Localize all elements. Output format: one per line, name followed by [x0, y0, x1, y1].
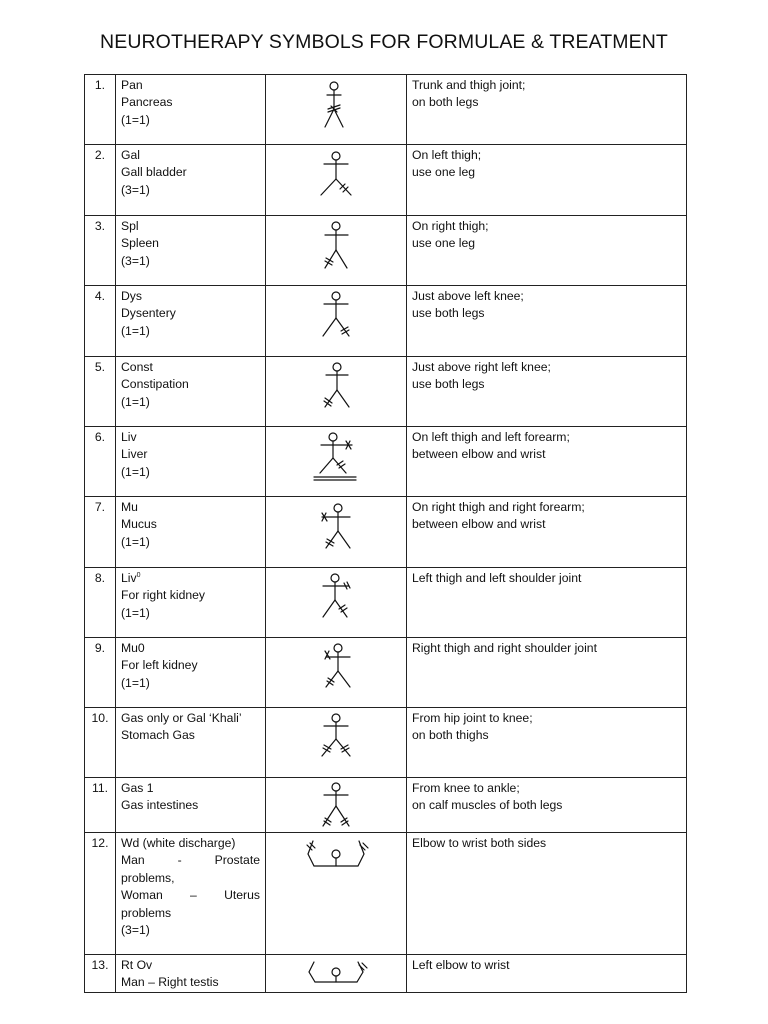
description-line: on calf muscles of both legs	[412, 798, 563, 813]
description-cell	[407, 286, 687, 357]
formula-ratio: (3=1)	[121, 923, 150, 938]
formula-name: Mucus	[121, 517, 157, 532]
formula-name: For right kidney	[121, 588, 205, 603]
formula-cell	[116, 497, 266, 568]
formula-cell	[116, 357, 266, 427]
formula-name: Gall bladder	[121, 165, 187, 180]
description-line: Just above right left knee;	[412, 360, 551, 374]
table-row	[85, 778, 687, 833]
table-row	[85, 75, 687, 145]
symbol-cell	[266, 427, 407, 497]
row-number: 7.	[85, 497, 116, 568]
description-cell	[407, 145, 687, 216]
row-number: 12.	[85, 833, 116, 955]
arms-mark-left-forearm-icon	[301, 959, 371, 989]
formula-cell	[116, 778, 266, 833]
formula-name: Man – Right testis	[121, 975, 219, 990]
formula-ratio: (1=1)	[121, 394, 150, 409]
formula-abbreviation: Mu	[121, 500, 138, 514]
description-line: On right thigh;	[412, 219, 489, 233]
description-cell	[407, 568, 687, 638]
woman-label: Woman	[121, 888, 163, 903]
formula-name: Constipation	[121, 377, 189, 392]
formula-abbreviation: Dys	[121, 289, 142, 303]
description-line: between elbow and wrist	[412, 447, 546, 462]
description-line: on both thighs	[412, 728, 489, 743]
table-row	[85, 427, 687, 497]
description-line: Left thigh and left shoulder joint	[412, 571, 582, 585]
formula-cell	[116, 145, 266, 216]
formula-cell	[116, 708, 266, 778]
symbol-cell	[266, 638, 407, 708]
formula-ratio: (3=1)	[121, 253, 150, 268]
formula-name: Dysentery	[121, 306, 176, 321]
formula-name: Gas intestines	[121, 798, 199, 813]
stick-figure-mark-right-thigh-right-forearm-icon	[306, 501, 366, 561]
description-line: Elbow to wrist both sides	[412, 836, 547, 850]
formula-abbreviation: Gal	[121, 148, 140, 162]
table-row	[85, 497, 687, 568]
formula-abbreviation: Mu0	[121, 641, 145, 655]
description-cell	[407, 955, 687, 993]
description-cell	[407, 357, 687, 427]
table-row	[85, 833, 687, 955]
table-row	[85, 145, 687, 216]
description-line: Trunk and thigh joint;	[412, 78, 526, 92]
formula-abbreviation: Liv	[121, 430, 137, 444]
table-row	[85, 357, 687, 427]
formula-name: Spleen	[121, 236, 159, 251]
formula-man-line	[121, 852, 260, 869]
symbol-cell	[266, 497, 407, 568]
formula-abbreviation: Wd (white discharge)	[121, 836, 236, 850]
row-number: 5.	[85, 357, 116, 427]
formula-ratio: (1=1)	[121, 534, 150, 549]
description-line: Left elbow to wrist	[412, 958, 510, 972]
symbol-cell	[266, 778, 407, 833]
description-line: use both legs	[412, 306, 485, 321]
formula-cell	[116, 75, 266, 145]
symbol-cell	[266, 145, 407, 216]
row-number: 1.	[85, 75, 116, 145]
formula-woman-line	[121, 887, 260, 904]
table-row	[85, 286, 687, 357]
stick-figure-mark-above-right-knee-icon	[306, 361, 366, 421]
row-number: 8.	[85, 568, 116, 638]
formula-name: For left kidney	[121, 658, 198, 673]
row-number: 9.	[85, 638, 116, 708]
formula-cell	[116, 568, 266, 638]
formula-cell	[116, 955, 266, 993]
formula-cell	[116, 427, 266, 497]
stick-figure-mark-left-thigh-left-shoulder-icon	[306, 572, 366, 632]
symbol-cell	[266, 568, 407, 638]
formula-abbreviation: Gas 1	[121, 781, 154, 795]
table-row	[85, 568, 687, 638]
man-value: Prostate	[214, 853, 260, 868]
symbol-cell	[266, 216, 407, 286]
symbols-table	[84, 74, 687, 993]
formula-ratio: (1=1)	[121, 675, 150, 690]
description-line: use one leg	[412, 236, 476, 251]
table-row	[85, 708, 687, 778]
description-line: on both legs	[412, 95, 479, 110]
description-line: use both legs	[412, 377, 485, 392]
description-line: Right thigh and right shoulder joint	[412, 641, 597, 655]
formula-ratio: (1=1)	[121, 605, 150, 620]
table-row	[85, 638, 687, 708]
formula-ratio: (1=1)	[121, 464, 150, 479]
formula-man-continued: problems,	[121, 870, 175, 885]
row-number: 11.	[85, 778, 116, 833]
formula-cell	[116, 216, 266, 286]
description-line: On left thigh;	[412, 148, 482, 162]
description-line: On right thigh and right forearm;	[412, 500, 585, 514]
stick-figure-mark-right-thigh-right-shoulder-icon	[306, 642, 366, 702]
formula-name: Liver	[121, 447, 148, 462]
formula-ratio: (3=1)	[121, 182, 150, 197]
symbol-cell	[266, 708, 407, 778]
stick-figure-marks-both-calves-icon	[306, 782, 366, 832]
formula-cell	[116, 638, 266, 708]
row-number: 10.	[85, 708, 116, 778]
symbol-cell	[266, 75, 407, 145]
formula-abbreviation: Rt Ov	[121, 958, 153, 972]
description-cell	[407, 216, 687, 286]
stick-figure-mark-right-thigh-icon	[306, 220, 366, 280]
symbol-cell	[266, 833, 407, 955]
woman-value: Uterus	[224, 888, 260, 903]
description-cell	[407, 638, 687, 708]
formula-woman-continued: problems	[121, 905, 172, 920]
stick-figure-mark-above-left-knee-icon	[306, 290, 366, 350]
formula-abbreviation: Gas only or Gal ‘Khali’	[121, 711, 242, 725]
formula-abbreviation: Spl	[121, 219, 139, 233]
table-row	[85, 955, 687, 993]
symbol-cell	[266, 955, 407, 993]
arms-marks-both-forearms-icon	[301, 837, 371, 877]
description-line: use one leg	[412, 165, 476, 180]
formula-abbreviation: Pan	[121, 78, 143, 92]
stick-figure-mark-left-thigh-icon	[306, 149, 366, 209]
description-line: Just above left knee;	[412, 289, 524, 303]
formula-abbreviation	[121, 570, 260, 587]
description-cell	[407, 497, 687, 568]
formula-ratio: (1=1)	[121, 323, 150, 338]
stick-figure-marks-both-thighs-icon	[306, 712, 366, 772]
stick-figure-mark-left-thigh-left-forearm-icon	[306, 431, 366, 491]
symbol-cell	[266, 286, 407, 357]
row-number: 6.	[85, 427, 116, 497]
formula-abbreviation-text: Liv	[121, 571, 137, 585]
formula-name: Stomach Gas	[121, 728, 195, 743]
man-label: Man	[121, 853, 145, 868]
description-line: On left thigh and left forearm;	[412, 430, 570, 444]
formula-abbreviation-superscript: 0	[136, 571, 141, 579]
formula-cell	[116, 286, 266, 357]
description-cell	[407, 75, 687, 145]
row-number: 2.	[85, 145, 116, 216]
formula-ratio: (1=1)	[121, 112, 150, 127]
page-title: NEUROTHERAPY SYMBOLS FOR FORMULAE & TREATMENT	[100, 31, 668, 53]
row-number: 3.	[85, 216, 116, 286]
formula-name: Pancreas	[121, 95, 173, 110]
formula-abbreviation: Const	[121, 360, 153, 374]
description-line: between elbow and wrist	[412, 517, 546, 532]
description-line: From hip joint to knee;	[412, 711, 533, 725]
description-cell	[407, 427, 687, 497]
row-number: 4.	[85, 286, 116, 357]
description-cell	[407, 833, 687, 955]
description-cell	[407, 708, 687, 778]
woman-dash: –	[190, 888, 197, 903]
description-cell	[407, 778, 687, 833]
table-row	[85, 216, 687, 286]
description-line: From knee to ankle;	[412, 781, 520, 795]
stick-figure-marks-trunk-thigh-joint-icon	[306, 79, 366, 139]
symbol-cell	[266, 357, 407, 427]
formula-cell	[116, 833, 266, 955]
man-dash: -	[177, 853, 182, 868]
row-number: 13.	[85, 955, 116, 993]
